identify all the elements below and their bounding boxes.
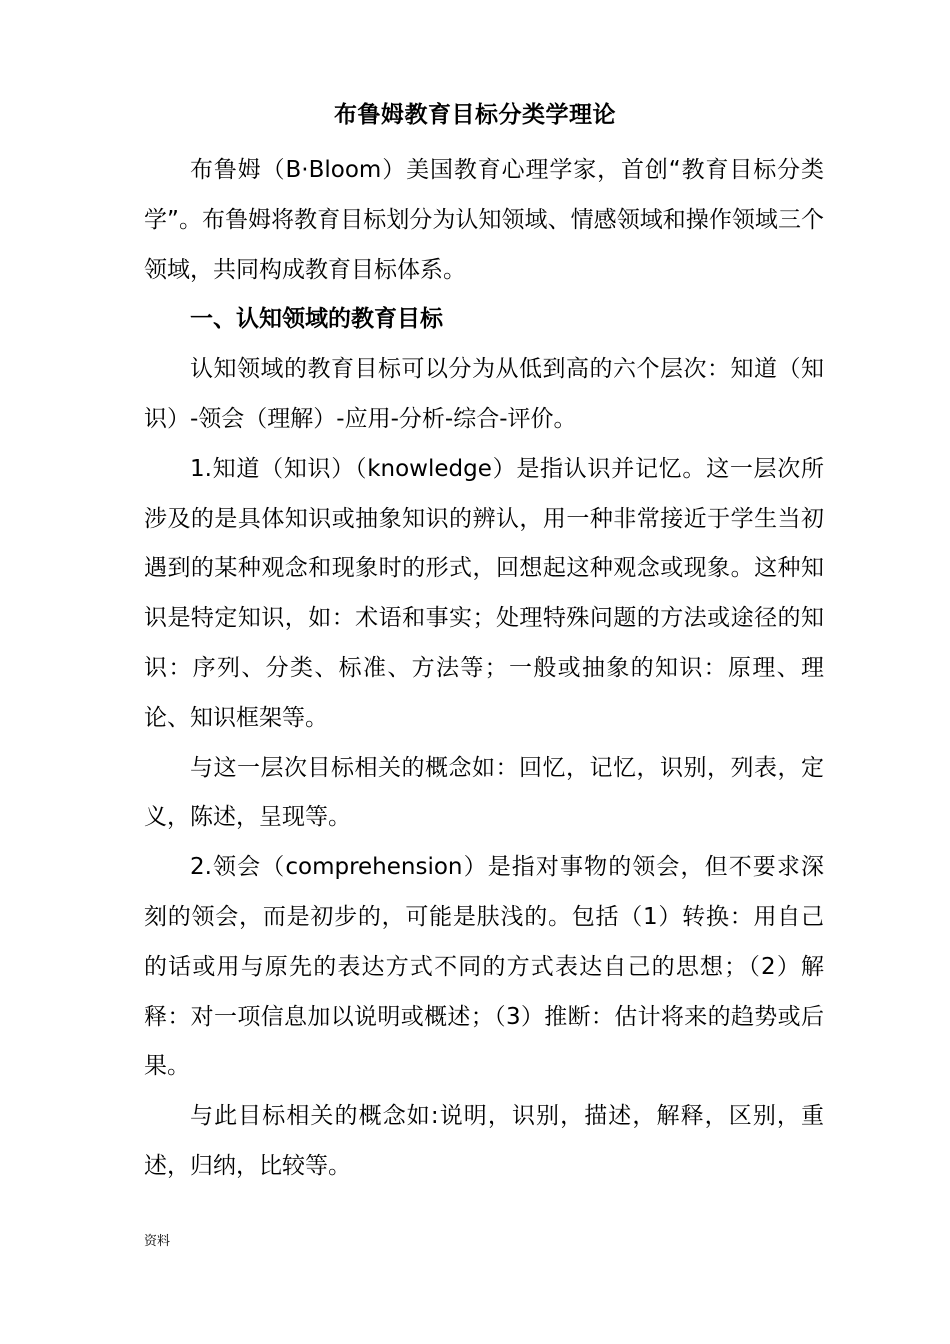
levels-paragraph: 认知领域的教育目标可以分为从低到高的六个层次：知道（知识）-领会（理解）-应用-分析-综合-评价。: [144, 356, 824, 432]
knowledge-paragraph: 1.知道（知识）（knowledge）是指认识并记忆。这一层次所涉及的是具体知识或抽象知识的辨认，用一种非常接近于学生当初遇到的某种观念和现象时的形式，回想起这种观念或现象。这种知识是特定知识，如：术语和事实；处理特殊问题的方法或途径的知识：序列、分类、标准、方法等；一般或抽象的知识：原理、理论、知识框架等。: [144, 455, 824, 731]
document-body: [144, 146, 824, 1192]
document-title: 布鲁姆教育目标分类学理论: [334, 102, 616, 128]
intro-paragraph: 布鲁姆（B·Bloom）美国教育心理学家，首创“教育目标分类学”。布鲁姆将教育目标划分为认知领域、情感领域和操作领域三个领域，共同构成教育目标体系。: [144, 157, 824, 283]
comprehension-concepts-paragraph: 与此目标相关的概念如:说明，识别，描述，解释，区别，重述，归纳，比较等。: [144, 1103, 824, 1179]
section-heading: 一、认知领域的教育目标: [190, 306, 443, 333]
comprehension-paragraph: 2.领会（comprehension）是指对事物的领会，但不要求深刻的领会，而是初步的，可能是肤浅的。包括（1）转换：用自己的话或用与原先的表达方式不同的方式表达自己的思想；（2）解释：对一项信息加以说明或概述；（3）推断：估计将来的趋势或后果。: [144, 854, 824, 1080]
page-footer: 资料: [144, 1234, 171, 1249]
knowledge-concepts-paragraph: 与这一层次目标相关的概念如：回忆，记忆，识别，列表，定义，陈述，呈现等。: [144, 754, 824, 831]
